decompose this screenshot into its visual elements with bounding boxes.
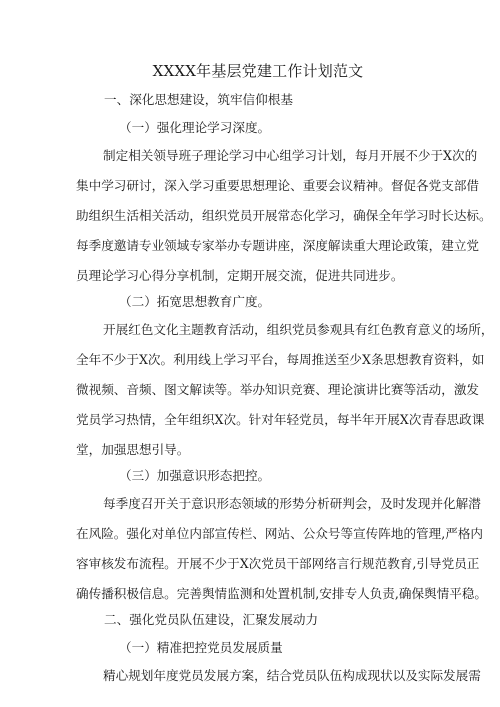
paragraph-line: 员理论学习心得分享机制，定期开展交流，促进共同进步。: [76, 268, 404, 283]
paragraph: [76, 146, 492, 286]
paragraph-line: 每季度邀请专业领域专家举办专题讲座，深度解读重大理论政策，建立党: [76, 238, 479, 253]
paragraph-line: 微视频、音频、图文解读等。举办知识竞赛、理论演讲比赛等活动，激发: [76, 382, 479, 397]
paragraph: [76, 666, 481, 686]
subsection-heading: （一）精准把控党员发展质量: [119, 640, 283, 655]
paragraph-line: 容审核发布流程。开展不少于X次党员干部网络言行规范教育,引导党员正: [76, 556, 480, 571]
paragraph-line: 确传播积极信息。完善舆情监测和处置机制,安排专人负责,确保舆情平稳。: [76, 586, 488, 601]
paragraph-line: 在风险。强化对单位内部宣传栏、网站、公众号等宣传阵地的管理,严格内: [76, 526, 484, 541]
paragraph-line: 堂，加强思想引导。: [76, 442, 190, 457]
subsection-heading: （一）强化理论学习深度。: [119, 120, 271, 135]
document-title: XXXX年基层党建工作计划范文: [152, 62, 364, 80]
paragraph-line: 开展红色文化主题教育活动，组织党员参观具有红色教育意义的场所，: [103, 322, 494, 337]
paragraph-line: 每季度召开关于意识形态领域的形势分析研判会，及时发现并化解潜: [103, 496, 481, 511]
paragraph-line: 全年不少于X次。利用线上学习平台，每周推送至少X条思想教育资料，如: [76, 352, 485, 367]
section-heading: 一、深化思想建设，筑牢信仰根基: [104, 92, 293, 107]
paragraph: [76, 494, 488, 604]
paragraph: [76, 320, 494, 460]
paragraph-line: 制定相关领导班子理论学习中心组学习计划，每月开展不少于X次的: [103, 148, 478, 163]
subsection-heading: （二）拓宽思想教育广度。: [119, 294, 271, 309]
subsection-heading: （三）加强意识形态把控。: [119, 468, 271, 483]
paragraph-line: 党员学习热情，全年组织X次。针对年轻党员，每半年开展X次青春思政课: [76, 412, 485, 427]
section-heading: 二、强化党员队伍建设，汇聚发展动力: [104, 612, 319, 627]
paragraph-line: 助组织生活相关活动，组织党员开展常态化学习，确保全年学习时长达标。: [76, 208, 492, 223]
paragraph-line: 集中学习研讨，深入学习重要思想理论、重要会议精神。督促各党支部借: [76, 178, 479, 193]
paragraph-line: 精心规划年度党员发展方案，结合党员队伍构成现状以及实际发展需: [103, 668, 481, 683]
